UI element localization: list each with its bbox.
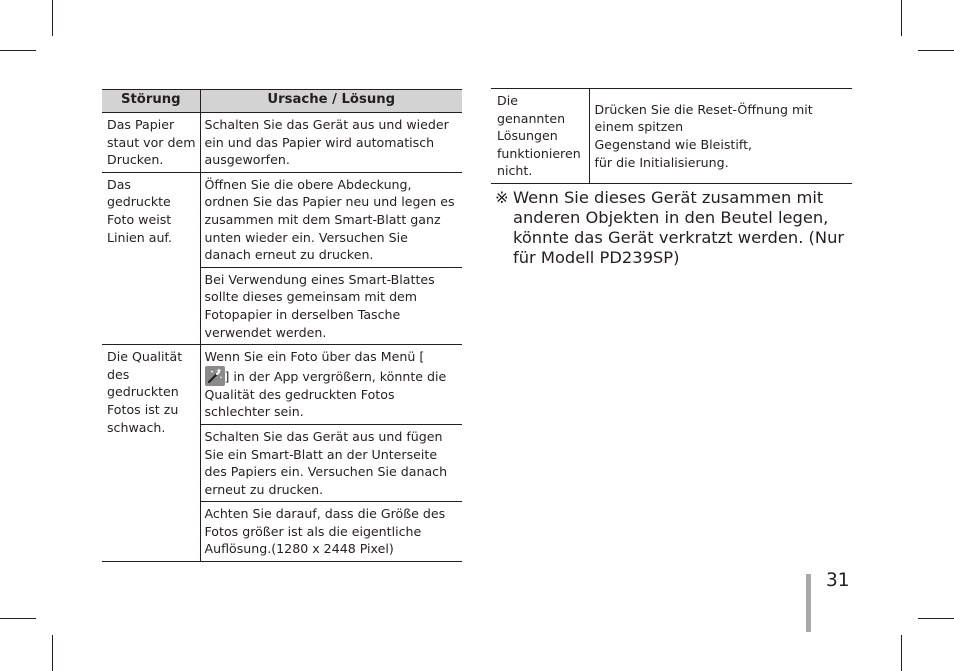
- table-header-row: [102, 90, 462, 113]
- solution-cell: Achten Sie darauf, dass die Größe des Fotos größer ist als die eigentliche Auflösung.(1280 x 2448 Pixel): [204, 506, 446, 557]
- note-mark: ※: [495, 188, 509, 207]
- header-cause-solution: Ursache / Lösung: [200, 90, 462, 113]
- solution-cell: Öffnen Sie die obere Abdeckung, ordnen Sie das Papier neu und legen es zusammen mit dem Smart-Blatt ganz unten wieder ein. Versuchen Sie danach erneut zu drucken.: [200, 172, 462, 267]
- crop-mark-top-left-vertical: [52, 0, 53, 36]
- solution-cell: Schalten Sie das Gerät aus und fügen Sie ein Smart-Blatt an der Unterseite des Papiers ein. Versuchen Sie danach erneut zu drucken.: [200, 424, 462, 501]
- crop-mark-bottom-left-horizontal: [0, 618, 36, 619]
- solution-text-before-icon: Wenn Sie ein Foto über das Menü [: [204, 349, 425, 365]
- solution-cell: [589, 89, 852, 184]
- page-number-bar: [806, 574, 811, 632]
- problem-cell: Die Qualität des gedruckten Fotos ist zu schwach.: [102, 345, 200, 562]
- crop-mark-bottom-left-vertical: [52, 635, 53, 671]
- header-problem: Störung: [102, 90, 200, 113]
- solution-cell: Bei Verwendung eines Smart-Blattes sollte dieses gemeinsam mit dem Fotopapier in derselben Tasche verwendet werden.: [200, 267, 462, 344]
- problem-cell: Das gedruckte Foto weist Linien auf.: [102, 172, 200, 344]
- troubleshooting-table-continued: [491, 88, 852, 184]
- table-row: [491, 89, 852, 184]
- magic-wand-icon: [205, 366, 225, 386]
- page-number: 31: [826, 570, 850, 591]
- problem-cell: Das Papier staut vor dem Drucken.: [102, 113, 200, 173]
- crop-mark-bottom-right-vertical: [901, 635, 902, 671]
- table-row: [102, 113, 462, 173]
- table-row: [102, 345, 462, 425]
- solution-cell-with-icon: [200, 345, 462, 425]
- crop-mark-top-left-horizontal: [0, 50, 36, 51]
- note-text: Wenn Sie dieses Gerät zusammen mit anderen Objekten in den Beutel legen, könnte das Gerät verkratzt werden. (Nur für Modell PD239SP): [513, 188, 845, 267]
- crop-mark-top-right-horizontal: [918, 50, 954, 51]
- solution-line: Gegenstand wie Bleistift,: [594, 136, 753, 152]
- problem-cell: Die genannten Lösungen funktionieren nicht.: [491, 89, 589, 184]
- troubleshooting-table: [102, 89, 462, 562]
- note: [495, 188, 855, 268]
- solution-text-after-icon: ] in der App vergrößern, könnte die Qualität des gedruckten Fotos schlechter sein.: [204, 368, 447, 420]
- solution-line: für die Initialisierung.: [594, 154, 729, 170]
- solution-cell: Schalten Sie das Gerät aus und wieder ein und das Papier wird automatisch ausgeworfen.: [200, 113, 462, 173]
- crop-mark-bottom-right-horizontal: [918, 618, 954, 619]
- solution-line: Drücken Sie die Reset-Öffnung mit einem spitzen: [594, 101, 813, 135]
- crop-mark-top-right-vertical: [901, 0, 902, 36]
- table-row: [102, 172, 462, 267]
